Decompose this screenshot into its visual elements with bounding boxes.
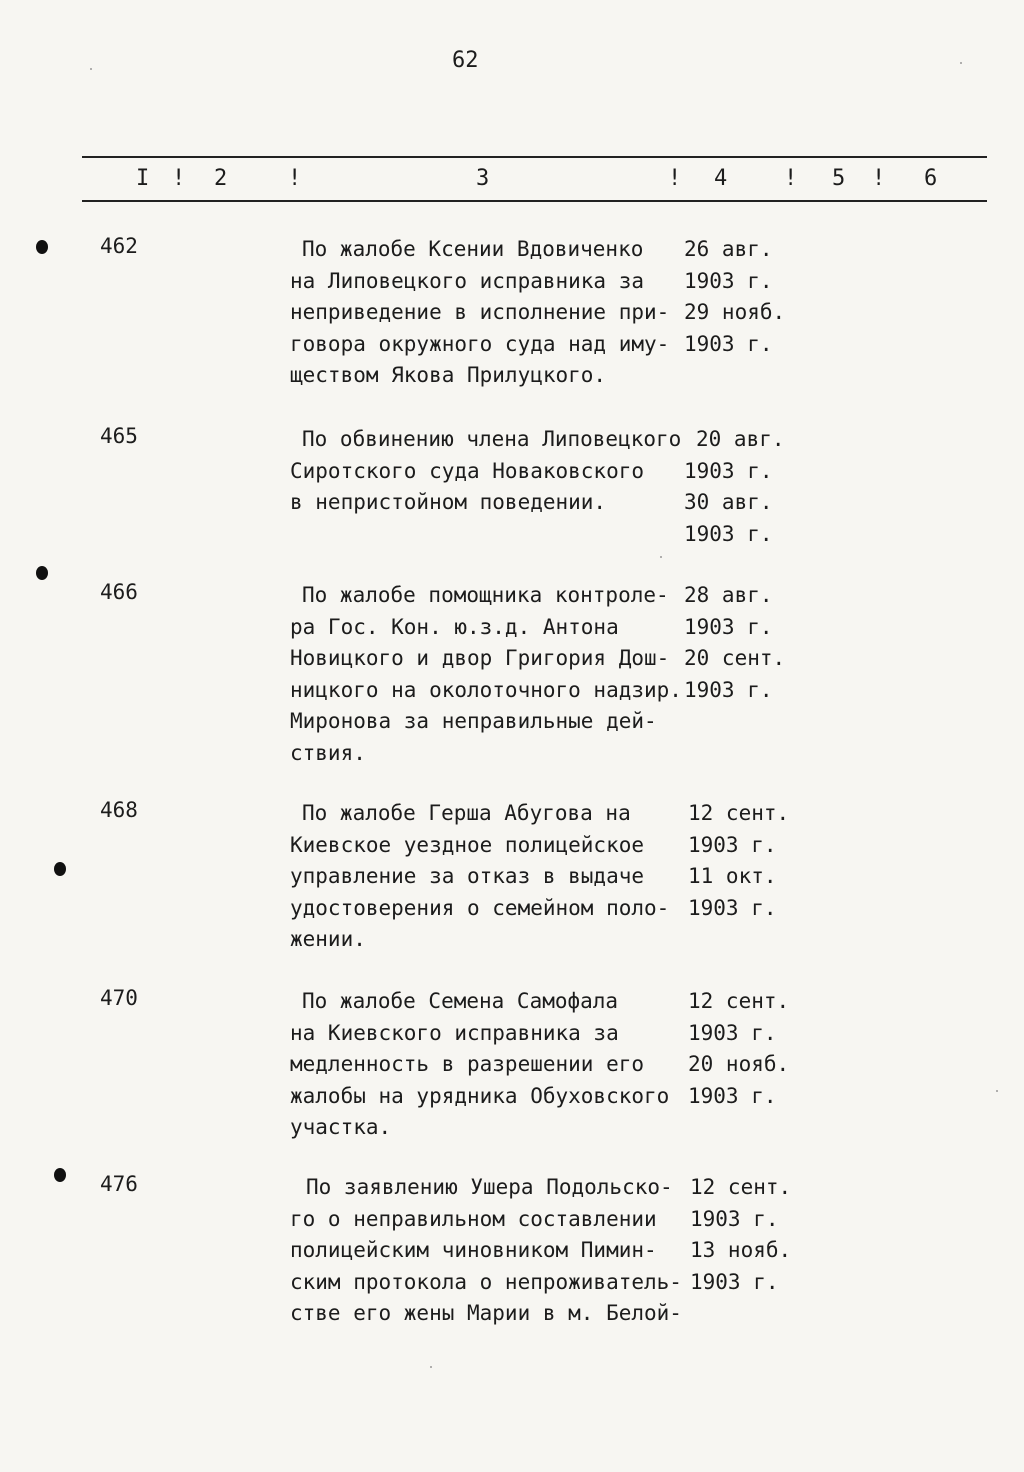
column-header-5: 5: [832, 166, 846, 191]
date-line: 29 нояб.: [684, 300, 786, 324]
binder-hole-mark: [54, 1168, 66, 1182]
date-line: 12 сент.: [690, 1175, 792, 1199]
description-line: участка.: [290, 1115, 392, 1139]
date-line: 1903 г.: [684, 521, 773, 546]
date-line: 1903 г.: [690, 1206, 779, 1231]
date-line: 13 нояб.: [690, 1238, 792, 1262]
entry-number: 470: [100, 986, 138, 1010]
entry-number: 466: [100, 580, 138, 604]
description-line: в непристойном поведении.: [290, 490, 607, 514]
date-line: 1903 г.: [684, 268, 773, 293]
entry-description: [290, 580, 682, 769]
description-line: ра Гос. Кон. ю.з.д. Антона: [290, 614, 619, 639]
binder-hole-mark: [36, 240, 48, 254]
entry-dates: [684, 580, 785, 706]
description-line: Сиротского суда Новаковского: [290, 458, 645, 483]
entry-number: 468: [100, 798, 138, 822]
entry-dates: [688, 798, 789, 924]
date-line: 1903 г.: [684, 458, 773, 483]
column-header-3: 3: [476, 166, 490, 191]
date-line: 1903 г.: [690, 1269, 779, 1294]
description-line: на Липовецкого исправника за: [290, 268, 645, 293]
description-line: управление за отказ в выдаче: [290, 864, 645, 888]
description-line: Киевское уездное полицейское: [290, 832, 645, 857]
date-line: 1903 г.: [684, 677, 773, 702]
column-separator: !: [172, 166, 186, 191]
column-header-1: I: [136, 166, 150, 191]
entry-dates: [684, 234, 785, 360]
date-line: 20 сент.: [684, 646, 786, 670]
description-line: По заявлению Ушера Подольско-: [306, 1175, 673, 1199]
entry-number: 465: [100, 424, 138, 448]
date-line: 1903 г.: [688, 895, 777, 920]
description-line: По жалобе помощника контроле-: [302, 583, 669, 607]
description-line: медленность в разрешении его: [290, 1052, 645, 1076]
entry-dates: [684, 424, 785, 550]
description-line: на Киевского исправника за: [290, 1020, 619, 1045]
entry-number: 462: [100, 234, 138, 258]
description-line: жении.: [290, 927, 366, 951]
entry-description: [290, 1172, 682, 1330]
description-line: По жалобе Семена Самофала: [302, 989, 619, 1013]
entry-dates: [690, 1172, 791, 1298]
description-line: По жалобе Ксении Вдовиченко: [302, 237, 644, 261]
entry-description: [290, 986, 669, 1144]
date-line: 28 авг.: [684, 583, 773, 607]
column-header-6: 6: [924, 166, 938, 191]
binder-hole-mark: [36, 566, 48, 580]
date-line: 1903 г.: [688, 1083, 777, 1108]
entry-dates: [688, 986, 789, 1112]
description-line: ским протокола о непроживатель-: [290, 1269, 682, 1294]
paper-speck: [90, 68, 92, 70]
entry-number: 476: [100, 1172, 138, 1196]
date-line: 30 авг.: [684, 490, 773, 514]
column-header-2: 2: [214, 166, 228, 191]
description-line: ницкого на околоточного надзир.: [290, 677, 682, 702]
description-line: жалобы на урядника Обуховского: [290, 1083, 670, 1108]
date-line: 1903 г.: [688, 832, 777, 857]
description-line: удостоверения о семейном поло-: [290, 895, 670, 920]
column-separator: !: [872, 166, 886, 191]
description-line: полицейским чиновником Пимин-: [290, 1238, 657, 1262]
column-separator: !: [288, 166, 302, 191]
column-separator: !: [668, 166, 682, 191]
paper-speck: [996, 1090, 998, 1092]
date-line: 1903 г.: [684, 331, 773, 356]
description-line: говора окружного суда над иму-: [290, 331, 670, 356]
binder-hole-mark: [54, 862, 66, 876]
date-line: 11 окт.: [688, 864, 777, 888]
date-line: 12 сент.: [688, 989, 790, 1013]
date-line: 12 сент.: [688, 801, 790, 825]
entry-description: [290, 234, 669, 392]
date-line: 20 авг.: [696, 427, 785, 451]
date-line: 26 авг.: [684, 237, 773, 261]
description-line: неприведение в исполнение при-: [290, 300, 670, 324]
date-line: 1903 г.: [688, 1020, 777, 1045]
date-line: 1903 г.: [684, 614, 773, 639]
description-line: Новицкого и двор Григория Дош-: [290, 646, 670, 670]
header-rule-bottom: [82, 200, 987, 202]
paper-speck: [660, 556, 662, 558]
entry-description: [290, 798, 669, 956]
description-line: По обвинению члена Липовецкого: [302, 427, 682, 451]
description-line: стве его жены Марии в м. Белой-: [290, 1301, 682, 1325]
description-line: Миронова за неправильные дей-: [290, 709, 657, 733]
description-line: го о неправильном составлении: [290, 1206, 657, 1231]
entry-description: [290, 424, 681, 519]
column-header-4: 4: [714, 166, 728, 191]
header-rule-top: [82, 156, 987, 158]
page-number: 62: [452, 48, 479, 73]
description-line: По жалобе Герша Абугова на: [302, 801, 631, 825]
column-separator: !: [784, 166, 798, 191]
description-line: ществом Якова Прилуцкого.: [290, 363, 607, 387]
paper-speck: [430, 1366, 432, 1368]
date-line: 20 нояб.: [688, 1052, 790, 1076]
paper-speck: [960, 62, 962, 64]
description-line: ствия.: [290, 740, 366, 765]
